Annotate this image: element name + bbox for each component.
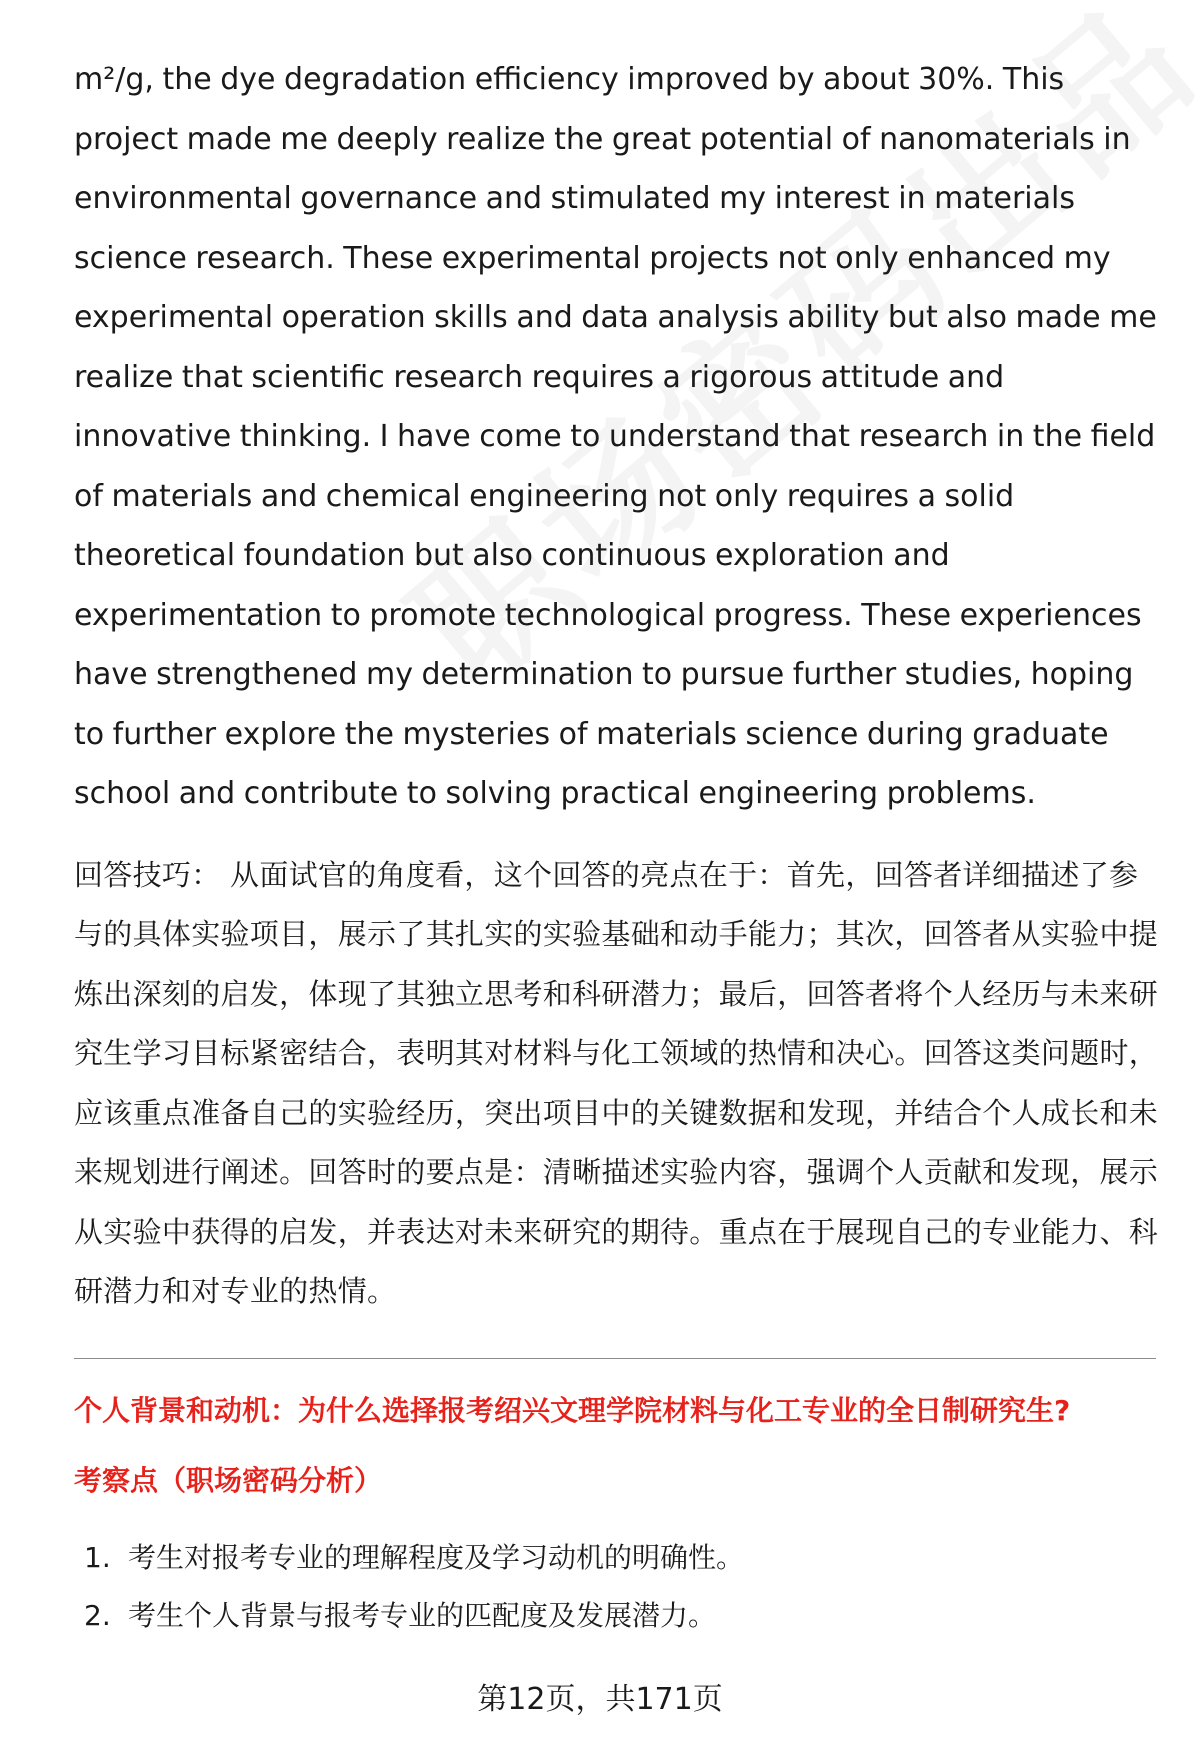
list-item-text: 考生个人背景与报考专业的匹配度及发展潜力。	[128, 1598, 717, 1632]
assessment-points-list	[74, 1529, 1164, 1645]
page-content	[74, 50, 1164, 1645]
answer-tips-paragraph: 回答技巧： 从面试官的角度看，这个回答的亮点在于：首先，回答者详细描述了参与的具体实验项目，展示了其扎实的实验基础和动手能力；其次，回答者从实验中提炼出深刻的启发，体现了其独立思考和科研潜力；最后，回答者将个人经历与未来研究生学习目标紧密结合，表明其对材料与化工领域的热情和决心。回答这类问题时，应该重点准备自己的实验经历，突出项目中的关键数据和发现，并结合个人成长和未来规划进行阐述。回答时的要点是：清晰描述实验内容，强调个人贡献和发现，展示从实验中获得的启发，并表达对未来研究的期待。重点在于展现自己的专业能力、科研潜力和对专业的热情。	[74, 857, 1159, 1308]
page-number-footer: 第12页，共171页	[477, 1682, 723, 1717]
section-divider	[74, 1358, 1156, 1359]
list-item-number: 1.	[84, 1540, 111, 1574]
answer-paragraph: m²/g, the dye degradation efficiency improved by about 30%. This project made me deeply realize the great potential of nanomaterials in environmental governance and stimulated my interest in materials science research. These experimental projects not only enhanced my experimental operation skills and data analysis ability but also made me realize that scientific research requires a rigorous attitude and innovative thinking. I have come to understand that research in the field of materials and chemical engineering not only requires a solid theoretical foundation but also continuous exploration and experimentation to promote technological progress. These experiences have strengthened my determination to pursue further studies, hoping to further explore the mysteries of materials science during graduate school and contribute to solving practical engineering problems.	[74, 62, 1157, 811]
list-item-text: 考生对报考专业的理解程度及学习动机的明确性。	[128, 1540, 745, 1574]
list-item	[74, 1587, 1164, 1645]
question-title: 个人背景和动机：为什么选择报考绍兴文理学院材料与化工专业的全日制研究生?	[74, 1393, 1071, 1427]
assessment-points-title: 考察点（职场密码分析）	[74, 1463, 383, 1497]
list-item	[74, 1529, 1164, 1587]
list-item-number: 2.	[84, 1598, 111, 1632]
